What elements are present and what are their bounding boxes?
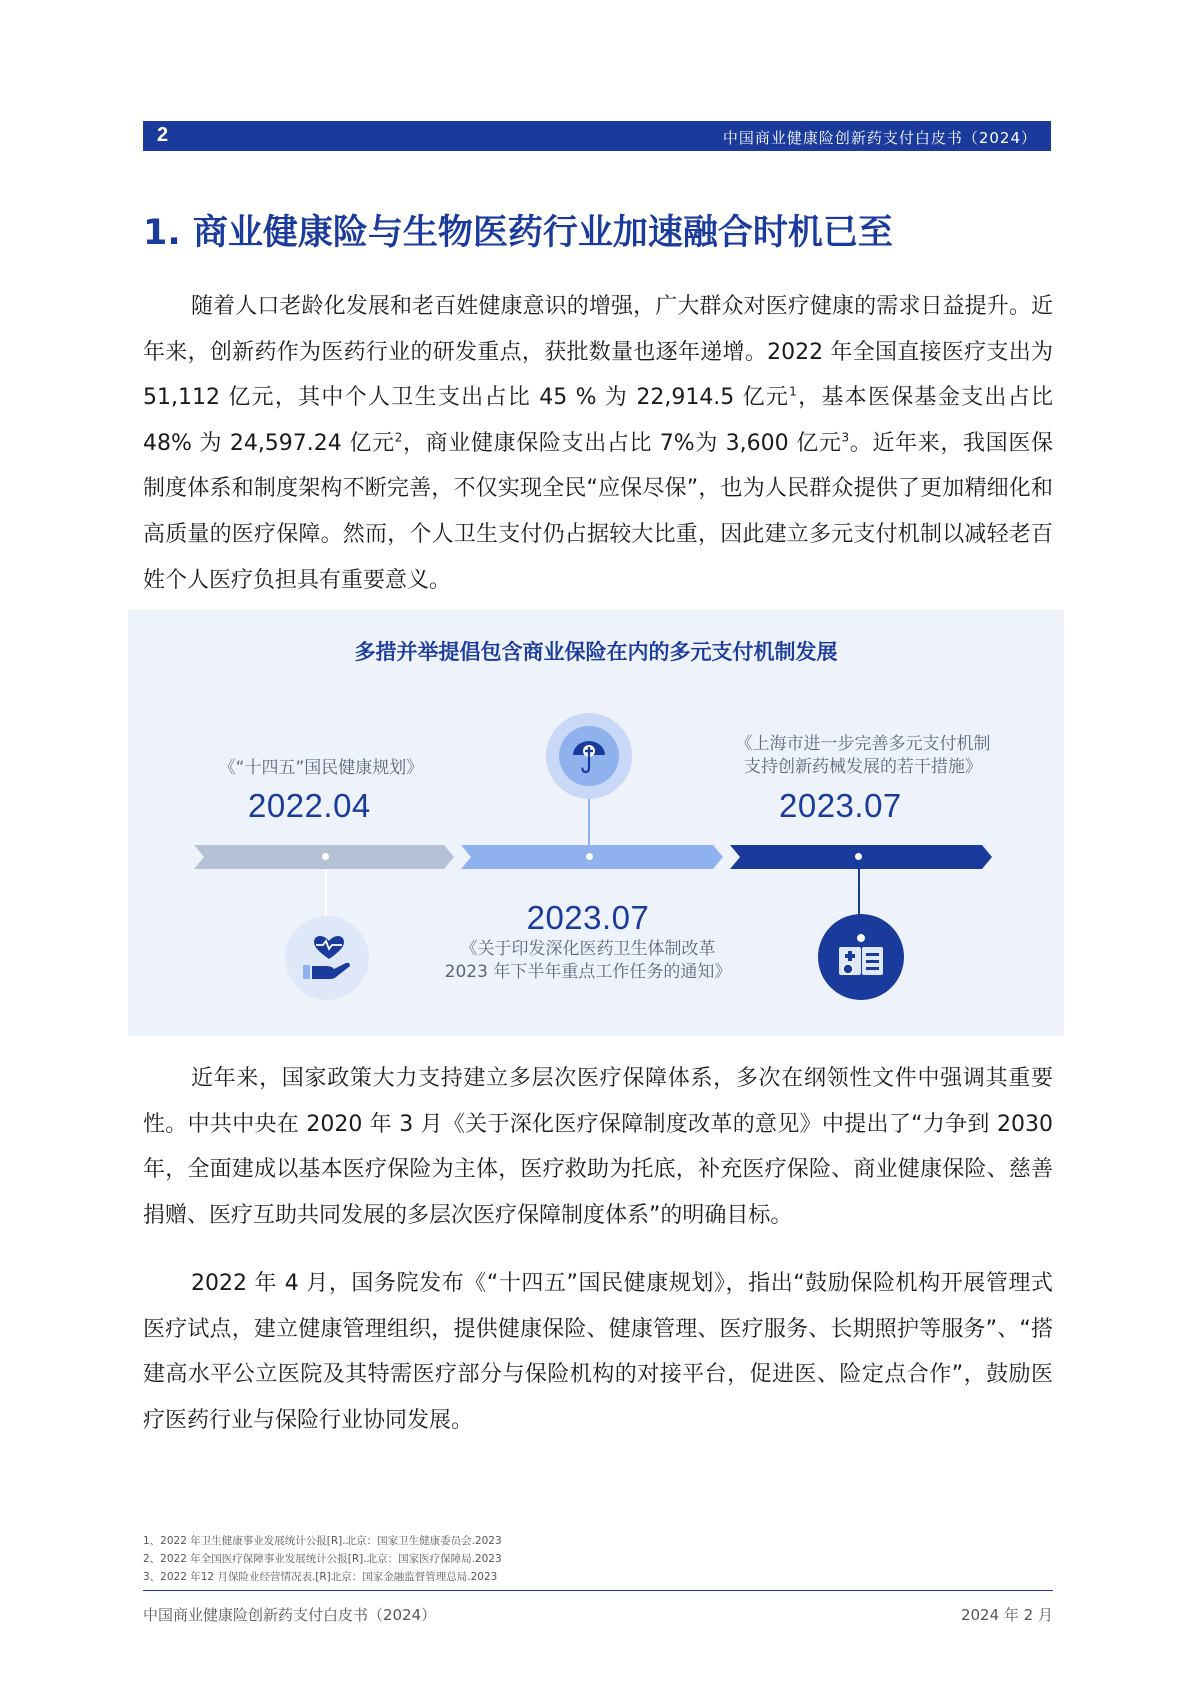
event3-marker	[855, 853, 862, 860]
para1-text-b: ，基本医保基金支出占比 48% 为 24,597.24 亿元	[143, 385, 1053, 456]
event2-doc-line2: 2023 年下半年重点工作任务的通知》	[444, 962, 732, 982]
paragraph-policy-2020: 近年来，国家政策大力支持建立多层次医疗保障体系，多次在纲领性文件中强调其重要性。中共中央在 2020 年 3 月《关于深化医疗保障制度改革的意见》中提出了“力争到 2030 年，全面建成以基本医疗保险为主体，医疗救助为托底，补充医疗保险、商业健康保险、慈善捐赠、医疗互助共同发展的多层次医疗保障制度体系”的明确目标。	[143, 1066, 1053, 1228]
umbrella-medical-icon	[559, 726, 619, 786]
event2-doc-line1: 《关于印发深化医药卫生体制改革	[460, 939, 716, 959]
footer-divider	[143, 1590, 1053, 1591]
header-doc-title: 中国商业健康险创新药支付白皮书（2024）	[722, 129, 1037, 147]
paragraph-intro	[143, 284, 1053, 603]
footnote-2: 2、2022 年全国医疗保障事业发展统计公报[R].北京：国家医疗保障局.2023	[143, 1553, 502, 1565]
section-title: 1. 商业健康险与生物医药行业加速融合时机已至	[143, 213, 893, 253]
header-bar	[143, 121, 1051, 151]
event3-doc-name	[708, 733, 1018, 779]
para1-text-a: 随着人口老龄化发展和老百姓健康意识的增强，广大群众对医疗健康的需求日益提升。近年来，创新药作为医药行业的研发重点，获批数量也逐年递增。2022 年全国直接医疗支出为 51,112 亿元，其中个人卫生支出占比 45 % 为 22,914.5 亿元	[143, 294, 1053, 411]
page-number: 2	[157, 124, 169, 146]
footnote-ref-1[interactable]: 1	[789, 384, 797, 399]
event1-icon-circle	[285, 916, 369, 1000]
event2-marker	[586, 853, 593, 860]
footnote-ref-3[interactable]: 3	[841, 430, 850, 445]
event3-date: 2023.07	[779, 787, 902, 824]
paragraph-policy-2022: 2022 年 4 月，国务院发布《“十四五”国民健康规划》，指出“鼓励保险机构开展管理式医疗试点，建立健康管理组织，提供健康保险、健康管理、医疗服务、长期照护等服务”、“搭建高水平公立医院及其特需医疗部分与保险机构的对接平台，促进医、险定点合作”，鼓励医疗医药行业与保险行业协同发展。	[143, 1271, 1053, 1433]
event1-marker	[322, 853, 329, 860]
policy-timeline-infographic	[128, 610, 1064, 1036]
medical-documents-icon	[836, 933, 886, 981]
event2-date-label: 2023.07	[526, 899, 650, 936]
event2-connector	[588, 799, 590, 849]
event2-icon-circle	[546, 713, 632, 799]
footer-doc-title: 中国商业健康险创新药支付白皮书（2024）	[143, 1606, 437, 1624]
footnote-3: 3、2022 年12 月保险业经营情况表.[R]北京：国家金融监督管理总局.2023	[143, 1571, 498, 1583]
event2-doc-name	[378, 938, 798, 984]
footnote-1: 1、2022 年卫生健康事业发展统计公报[R].北京：国家卫生健康委员会.2023	[143, 1535, 502, 1547]
footer-date: 2024 年 2 月	[960, 1606, 1053, 1624]
footnotes	[143, 1532, 502, 1586]
event1-date: 2022.04	[248, 787, 371, 824]
infographic-title: 多措并举提倡包含商业保险在内的多元支付机制发展	[354, 640, 838, 664]
para1-text-c: ，商业健康保险支出占比 7%为 3,600 亿元	[402, 430, 842, 456]
umbrella-medical-svg	[570, 737, 608, 775]
event3-icon-circle	[818, 914, 904, 1000]
event3-doc-line2: 支持创新药械发展的若干措施》	[744, 757, 982, 777]
event3-doc-line1: 《上海市进一步完善多元支付机制	[735, 734, 991, 754]
heart-hand-icon	[302, 935, 352, 981]
footnote-ref-2[interactable]: 2	[394, 430, 403, 445]
para1-text-d: 。近年来，我国医保制度体系和制度架构不断完善，不仅实现全民“应保尽保”，也为人民群众提供了更加精细化和高质量的医疗保障。然而，个人卫生支付仍占据较大比重，因此建立多元支付机制以减轻老百姓个人医疗负担具有重要意义。	[143, 430, 1053, 593]
event1-doc-name: 《“十四五”国民健康规划》	[218, 758, 424, 778]
